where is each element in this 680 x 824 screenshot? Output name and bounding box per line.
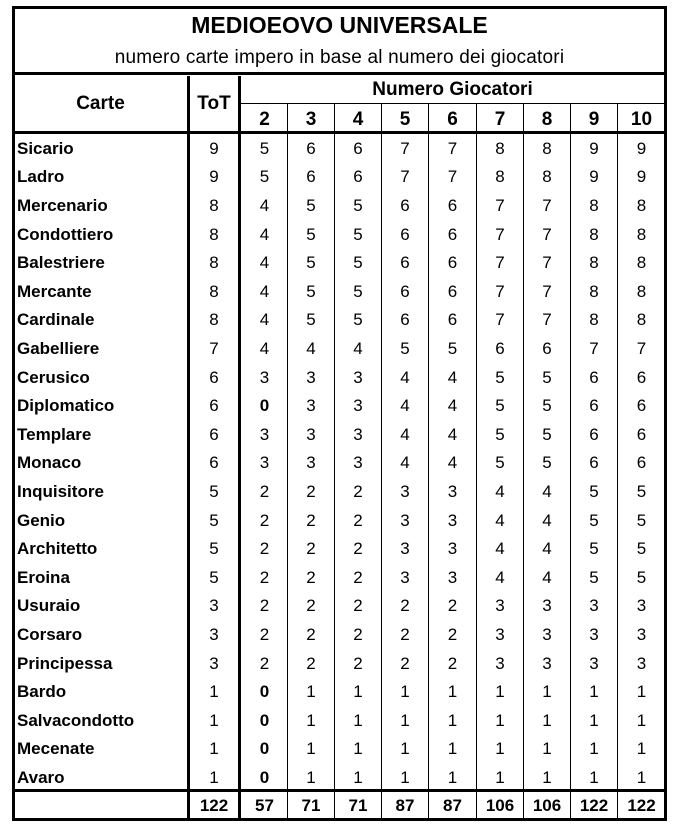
header-total: ToT — [197, 92, 231, 114]
card-count-cell: 6 — [400, 224, 410, 244]
card-count-cell: 1 — [542, 767, 552, 787]
card-total: 8 — [209, 224, 219, 244]
card-count-cell: 5 — [353, 253, 363, 273]
card-count-cell: 8 — [589, 253, 599, 273]
card-total: 5 — [209, 510, 219, 530]
card-count-cell: 2 — [259, 481, 270, 501]
card-count-cell: 1 — [306, 682, 316, 702]
card-count-cell: 1 — [306, 767, 316, 787]
card-count-cell: 1 — [353, 710, 363, 730]
card-count-cell: 9 — [589, 167, 599, 187]
card-count-cell: 8 — [636, 310, 647, 330]
players-total-6: 87 — [443, 795, 462, 815]
card-count-cell: 2 — [353, 567, 363, 587]
card-count-cell: 2 — [259, 596, 270, 616]
card-count-cell: 5 — [589, 567, 599, 587]
card-name: Cerusico — [17, 367, 90, 387]
card-count-cell: 9 — [589, 138, 599, 158]
card-count-cell: 4 — [400, 367, 410, 387]
card-count-cell: 8 — [542, 138, 552, 158]
card-count-cell: 4 — [259, 310, 270, 330]
card-count-cell: 8 — [542, 167, 552, 187]
card-count-cell: 2 — [306, 510, 316, 530]
card-count-cell: 3 — [259, 424, 270, 444]
card-count-cell: 8 — [589, 195, 599, 215]
card-count-cell: 1 — [353, 767, 363, 787]
card-count-cell: 3 — [259, 453, 270, 473]
card-count-cell: 8 — [589, 281, 599, 301]
card-count-cell: 3 — [400, 539, 410, 559]
header-players-7: 7 — [494, 109, 506, 130]
card-count-cell: 1 — [495, 682, 505, 702]
card-count-cell: 6 — [636, 367, 647, 387]
card-count-cell: 6 — [353, 167, 363, 187]
card-count-cell: 3 — [636, 653, 647, 673]
card-count-cell: 1 — [306, 710, 316, 730]
card-count-cell: 2 — [353, 596, 363, 616]
card-count-cell: 8 — [495, 138, 505, 158]
card-count-cell: 4 — [259, 338, 270, 358]
card-name: Architetto — [17, 539, 98, 559]
card-count-cell: 3 — [306, 453, 316, 473]
card-count-cell: 5 — [542, 396, 552, 416]
card-count-cell: 5 — [636, 567, 647, 587]
card-count-cell: 3 — [495, 653, 505, 673]
card-total: 1 — [209, 767, 219, 787]
card-count-cell: 4 — [400, 396, 410, 416]
players-total-7: 106 — [485, 795, 515, 815]
card-count-cell: 3 — [542, 653, 552, 673]
card-count-cell: 5 — [542, 424, 552, 444]
card-count-cell: 2 — [447, 624, 458, 644]
card-count-cell: 6 — [447, 253, 458, 273]
card-count-cell: 4 — [495, 510, 505, 530]
card-count-cell: 5 — [495, 453, 505, 473]
card-count-cell: 2 — [447, 596, 458, 616]
frame-bottom-border — [12, 818, 667, 821]
card-count-cell: 5 — [542, 453, 552, 473]
card-count-cell: 5 — [306, 224, 316, 244]
card-count-cell: 5 — [542, 367, 552, 387]
card-count-cell: 8 — [636, 253, 647, 273]
card-count-cell: 8 — [636, 224, 647, 244]
players-total-9: 122 — [579, 795, 609, 815]
card-count-cell: 6 — [447, 224, 458, 244]
card-total: 8 — [209, 281, 219, 301]
card-count-cell: 7 — [495, 224, 505, 244]
card-count-cell: 2 — [353, 624, 363, 644]
card-count-cell: 3 — [495, 596, 505, 616]
card-count-cell: 5 — [306, 253, 316, 273]
card-name: Inquisitore — [17, 481, 104, 501]
card-count-cell: 1 — [353, 739, 363, 759]
card-count-cell: 1 — [495, 739, 505, 759]
card-name: Ladro — [17, 167, 65, 187]
card-count-cell: 1 — [542, 682, 552, 702]
header-players-5: 5 — [399, 109, 411, 130]
card-count-cell: 3 — [447, 510, 458, 530]
card-count-cell: 4 — [259, 195, 270, 215]
card-count-cell: 5 — [353, 195, 363, 215]
card-count-cell: 5 — [589, 481, 599, 501]
card-count-cell: 1 — [447, 739, 458, 759]
card-count-cell: 2 — [259, 567, 270, 587]
card-count-cell: 6 — [447, 281, 458, 301]
players-total-2: 57 — [255, 795, 274, 815]
card-total: 3 — [209, 596, 219, 616]
card-count-cell: 6 — [306, 167, 316, 187]
card-count-cell: 5 — [353, 281, 363, 301]
table-subtitle: numero carte impero in base al numero dei giocatori — [114, 46, 565, 68]
card-count-cell: 6 — [400, 310, 410, 330]
card-count-cell: 7 — [447, 167, 458, 187]
card-name: Principessa — [17, 653, 113, 673]
card-count-cell: 1 — [589, 767, 599, 787]
card-total: 8 — [209, 310, 219, 330]
card-count-cell: 5 — [495, 424, 505, 444]
card-total: 5 — [209, 539, 219, 559]
card-count-cell: 1 — [636, 739, 647, 759]
card-count-cell: 7 — [589, 338, 599, 358]
card-count-cell: 1 — [306, 739, 316, 759]
header-cards: Carte — [76, 92, 125, 114]
card-count-cell: 2 — [400, 624, 410, 644]
players-total-8: 106 — [532, 795, 562, 815]
card-name: Gabelliere — [17, 338, 100, 358]
card-count-cell: 1 — [495, 767, 505, 787]
card-count-cell: 5 — [353, 310, 363, 330]
card-count-cell: 5 — [495, 367, 505, 387]
card-count-cell: 2 — [306, 624, 316, 644]
card-total: 8 — [209, 253, 219, 273]
card-count-cell: 0 — [259, 396, 270, 416]
card-name: Diplomatico — [17, 396, 115, 416]
frame-top-border — [12, 6, 667, 9]
grand-total: 122 — [199, 795, 229, 815]
card-count-cell: 6 — [353, 138, 363, 158]
card-count-cell: 4 — [495, 567, 505, 587]
card-total: 6 — [209, 453, 219, 473]
card-count-cell: 4 — [447, 396, 458, 416]
card-count-cell: 2 — [353, 481, 363, 501]
card-count-cell: 0 — [259, 682, 270, 702]
card-count-cell: 1 — [589, 739, 599, 759]
card-count-cell: 3 — [400, 567, 410, 587]
card-name: Corsaro — [17, 624, 83, 644]
card-count-cell: 6 — [400, 281, 410, 301]
card-count-cell: 2 — [306, 481, 316, 501]
card-count-cell: 6 — [447, 310, 458, 330]
card-count-cell: 4 — [447, 424, 458, 444]
card-total: 7 — [209, 338, 219, 358]
card-count-cell: 6 — [636, 424, 647, 444]
header-players-4: 4 — [352, 109, 364, 130]
card-count-cell: 4 — [259, 253, 270, 273]
card-count-cell: 7 — [400, 167, 410, 187]
card-count-cell: 2 — [306, 596, 316, 616]
card-count-cell: 6 — [589, 453, 599, 473]
card-count-cell: 2 — [259, 653, 270, 673]
card-count-cell: 7 — [400, 138, 410, 158]
card-count-cell: 5 — [259, 167, 270, 187]
card-total: 9 — [209, 138, 219, 158]
card-count-cell: 5 — [306, 310, 316, 330]
header-players-8: 8 — [541, 109, 553, 130]
card-count-cell: 3 — [542, 596, 552, 616]
card-count-cell: 6 — [589, 424, 599, 444]
card-count-cell: 4 — [400, 424, 410, 444]
card-count-cell: 1 — [589, 682, 599, 702]
card-count-cell: 5 — [353, 224, 363, 244]
card-count-cell: 5 — [636, 510, 647, 530]
card-count-cell: 1 — [495, 710, 505, 730]
total-column-divider — [238, 76, 241, 818]
card-count-cell: 5 — [636, 481, 647, 501]
card-count-cell: 1 — [400, 767, 410, 787]
card-count-cell: 4 — [400, 453, 410, 473]
card-name: Sicario — [17, 138, 74, 158]
card-count-cell: 3 — [353, 367, 363, 387]
card-name: Bardo — [17, 682, 67, 702]
card-count-cell: 1 — [542, 710, 552, 730]
card-count-cell: 1 — [636, 767, 647, 787]
card-name: Balestriere — [17, 253, 105, 273]
card-count-cell: 2 — [400, 653, 410, 673]
card-count-cell: 3 — [447, 567, 458, 587]
card-count-cell: 4 — [495, 539, 505, 559]
card-count-cell: 3 — [306, 396, 316, 416]
card-count-cell: 5 — [306, 195, 316, 215]
header-players-6: 6 — [447, 109, 458, 130]
card-count-cell: 4 — [542, 539, 552, 559]
card-count-cell: 4 — [447, 453, 458, 473]
card-name: Mecenate — [17, 739, 95, 759]
card-count-cell: 3 — [589, 624, 599, 644]
card-count-cell: 3 — [306, 424, 316, 444]
card-count-cell: 4 — [259, 281, 270, 301]
card-count-cell: 1 — [400, 739, 410, 759]
card-total: 1 — [209, 739, 219, 759]
header-players-10: 10 — [630, 109, 653, 130]
card-count-cell: 1 — [447, 710, 458, 730]
card-count-cell: 6 — [447, 195, 458, 215]
card-count-cell: 0 — [259, 710, 270, 730]
card-name: Monaco — [17, 453, 82, 473]
card-count-cell: 8 — [495, 167, 505, 187]
table-title: MEDIOEOVO UNIVERSALE — [191, 11, 488, 38]
players-total-4: 71 — [348, 795, 368, 815]
card-count-cell: 4 — [353, 338, 363, 358]
card-count-cell: 2 — [306, 653, 316, 673]
card-count-cell: 4 — [306, 338, 316, 358]
card-count-cell: 7 — [542, 253, 552, 273]
card-count-cell: 2 — [353, 653, 363, 673]
card-count-cell: 1 — [400, 710, 410, 730]
card-name: Cardinale — [17, 310, 95, 330]
card-count-cell: 3 — [589, 596, 599, 616]
header-players-3: 3 — [305, 109, 317, 130]
card-count-cell: 5 — [589, 510, 599, 530]
card-count-cell: 1 — [636, 710, 647, 730]
card-name: Condottiero — [17, 224, 114, 244]
card-count-cell: 8 — [589, 310, 599, 330]
card-count-cell: 5 — [306, 281, 316, 301]
card-count-cell: 0 — [259, 767, 270, 787]
card-total: 5 — [209, 567, 219, 587]
card-count-cell: 3 — [400, 510, 410, 530]
card-total: 3 — [209, 653, 219, 673]
players-total-5: 87 — [395, 795, 415, 815]
card-count-cell: 7 — [636, 338, 647, 358]
card-count-cell: 5 — [400, 338, 410, 358]
card-count-cell: 4 — [542, 510, 552, 530]
card-count-cell: 3 — [353, 396, 363, 416]
card-count-cell: 6 — [589, 367, 599, 387]
card-total: 6 — [209, 396, 219, 416]
card-count-cell: 1 — [447, 767, 458, 787]
card-count-cell: 6 — [636, 396, 647, 416]
card-name: Mercenario — [17, 195, 108, 215]
card-name: Eroina — [17, 567, 70, 587]
card-count-cell: 0 — [259, 739, 270, 759]
card-count-cell: 6 — [400, 253, 410, 273]
card-count-cell: 3 — [636, 624, 647, 644]
card-count-cell: 5 — [259, 138, 270, 158]
header-players-group: Numero Giocatori — [372, 79, 533, 100]
card-count-cell: 6 — [400, 195, 410, 215]
card-count-cell: 3 — [636, 596, 647, 616]
card-count-cell: 1 — [589, 710, 599, 730]
card-count-cell: 7 — [495, 281, 505, 301]
card-count-cell: 2 — [306, 539, 316, 559]
card-name: Mercante — [17, 281, 92, 301]
card-count-cell: 7 — [542, 281, 552, 301]
card-count-cell: 5 — [589, 539, 599, 559]
card-count-cell: 7 — [542, 224, 552, 244]
card-count-cell: 4 — [495, 481, 505, 501]
card-count-cell: 3 — [447, 539, 458, 559]
card-total: 8 — [209, 195, 219, 215]
card-name: Usuraio — [17, 596, 81, 616]
card-count-cell: 3 — [400, 481, 410, 501]
card-count-cell: 2 — [447, 653, 458, 673]
card-name: Templare — [17, 424, 92, 444]
card-name: Avaro — [17, 767, 65, 787]
card-count-cell: 5 — [495, 396, 505, 416]
card-count-cell: 2 — [259, 510, 270, 530]
card-count-cell: 7 — [495, 310, 505, 330]
card-total: 3 — [209, 624, 219, 644]
card-count-cell: 7 — [495, 195, 505, 215]
card-count-cell: 2 — [353, 539, 363, 559]
title-separator — [14, 72, 665, 75]
card-count-cell: 3 — [306, 367, 316, 387]
card-count-cell: 2 — [259, 624, 270, 644]
card-name: Salvacondotto — [17, 710, 135, 730]
card-count-cell: 9 — [636, 138, 647, 158]
card-count-cell: 3 — [259, 367, 270, 387]
card-count-cell: 8 — [636, 195, 647, 215]
card-count-cell: 7 — [495, 253, 505, 273]
card-count-cell: 6 — [306, 138, 316, 158]
card-count-cell: 8 — [636, 281, 647, 301]
card-count-cell: 3 — [353, 424, 363, 444]
card-count-cell: 3 — [589, 653, 599, 673]
header-players-9: 9 — [588, 109, 600, 130]
card-count-cell: 1 — [542, 739, 552, 759]
card-count-cell: 6 — [636, 453, 647, 473]
card-count-cell: 7 — [542, 310, 552, 330]
card-total: 1 — [209, 710, 219, 730]
card-name: Genio — [17, 510, 66, 530]
card-count-cell: 4 — [542, 567, 552, 587]
card-total: 9 — [209, 167, 219, 187]
card-count-cell: 6 — [589, 396, 599, 416]
card-total: 6 — [209, 367, 219, 387]
card-count-cell: 2 — [353, 510, 363, 530]
card-total: 1 — [209, 682, 219, 702]
players-total-3: 71 — [301, 795, 321, 815]
card-count-cell: 6 — [495, 338, 505, 358]
card-count-cell: 3 — [353, 453, 363, 473]
card-count-cell: 3 — [542, 624, 552, 644]
card-count-cell: 1 — [400, 682, 410, 702]
card-count-cell: 4 — [447, 367, 458, 387]
card-count-cell: 2 — [306, 567, 316, 587]
card-count-cell: 2 — [400, 596, 410, 616]
card-count-cell: 5 — [636, 539, 647, 559]
card-count-cell: 5 — [447, 338, 458, 358]
card-count-cell: 9 — [636, 167, 647, 187]
card-count-cell: 2 — [259, 539, 270, 559]
card-count-cell: 8 — [589, 224, 599, 244]
card-count-cell: 1 — [636, 682, 647, 702]
card-count-cell: 7 — [542, 195, 552, 215]
card-count-cell: 4 — [259, 224, 270, 244]
card-total: 6 — [209, 424, 219, 444]
card-total: 5 — [209, 481, 219, 501]
card-count-cell: 3 — [447, 481, 458, 501]
card-count-cell: 1 — [447, 682, 458, 702]
header-players-2: 2 — [259, 109, 270, 130]
card-count-cell: 1 — [353, 682, 363, 702]
players-total-10: 122 — [627, 795, 656, 815]
card-count-cell: 6 — [542, 338, 552, 358]
card-count-cell: 7 — [447, 138, 458, 158]
card-count-cell: 4 — [542, 481, 552, 501]
card-count-cell: 3 — [495, 624, 505, 644]
